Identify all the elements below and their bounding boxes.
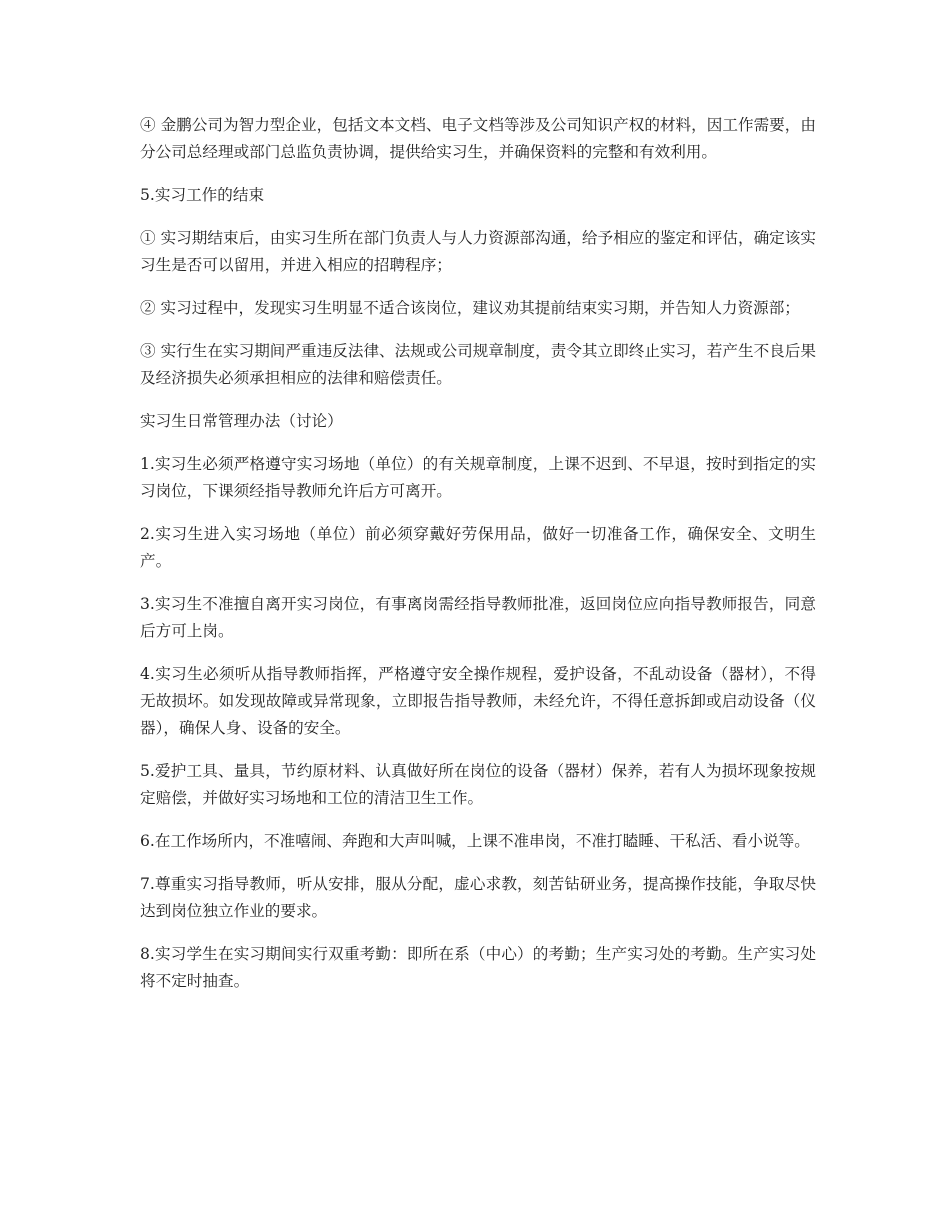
rule-item-5: 5.爱护工具、量具，节约原材料、认真做好所在岗位的设备（器材）保养，若有人为损坏现象按规定赔偿，并做好实习场地和工位的清洁卫生工作。 — [140, 762, 816, 807]
paragraph-end-evaluation: ① 实习期结束后，由实习生所在部门负责人与人力资源部沟通，给予相应的鉴定和评估，确定该实习生是否可以留用，并进入相应的招聘程序； — [140, 229, 816, 274]
rule-item-3: 3.实习生不准擅自离开实习岗位，有事离岗需经指导教师批准，返回岗位应向指导教师报告，同意后方可上岗。 — [140, 595, 816, 640]
rule-item-1: 1.实习生必须严格遵守实习场地（单位）的有关规章制度，上课不迟到、不早退，按时到指定的实习岗位，下课须经指导教师允许后方可离开。 — [140, 455, 816, 500]
document-page — [140, 112, 816, 1011]
rule-item-8: 8.实习学生在实习期间实行双重考勤：即所在系（中心）的考勤；生产实习处的考勤。生产实习处将不定时抽查。 — [140, 945, 816, 990]
section-heading-daily-management: 实习生日常管理办法（讨论） — [140, 412, 343, 430]
rule-item-4: 4.实习生必须听从指导教师指挥，严格遵守安全操作规程，爱护设备，不乱动设备（器材），不得无故损坏。如发现故障或异常现象，立即报告指导教师，未经允许，不得任意拆卸或启动设备（仪器），确保人身、设备的安全。 — [140, 665, 816, 737]
paragraph-early-termination: ② 实习过程中，发现实习生明显不适合该岗位，建议劝其提前结束实习期，并告知人力资源部； — [140, 299, 800, 317]
rule-item-2: 2.实习生进入实习场地（单位）前必须穿戴好劳保用品，做好一切准备工作，确保安全、文明生产。 — [140, 525, 816, 570]
rule-item-7: 7.尊重实习指导教师，听从安排，服从分配，虚心求教，刻苦钻研业务，提高操作技能，争取尽快达到岗位独立作业的要求。 — [140, 875, 816, 920]
section-heading-internship-end: 5.实习工作的结束 — [140, 186, 265, 204]
rule-item-6: 6.在工作场所内，不准嘻闹、奔跑和大声叫喊，上课不准串岗，不准打瞌睡、干私活、看小说等。 — [140, 832, 810, 850]
paragraph-violation-termination: ③ 实行生在实习期间严重违反法律、法规或公司规章制度，责令其立即终止实习，若产生不良后果及经济损失必须承担相应的法律和赔偿责任。 — [140, 342, 816, 387]
paragraph-materials-provision: ④ 金鹏公司为智力型企业，包括文本文档、电子文档等涉及公司知识产权的材料，因工作需要，由分公司总经理或部门总监负责协调，提供给实习生，并确保资料的完整和有效利用。 — [140, 116, 816, 161]
